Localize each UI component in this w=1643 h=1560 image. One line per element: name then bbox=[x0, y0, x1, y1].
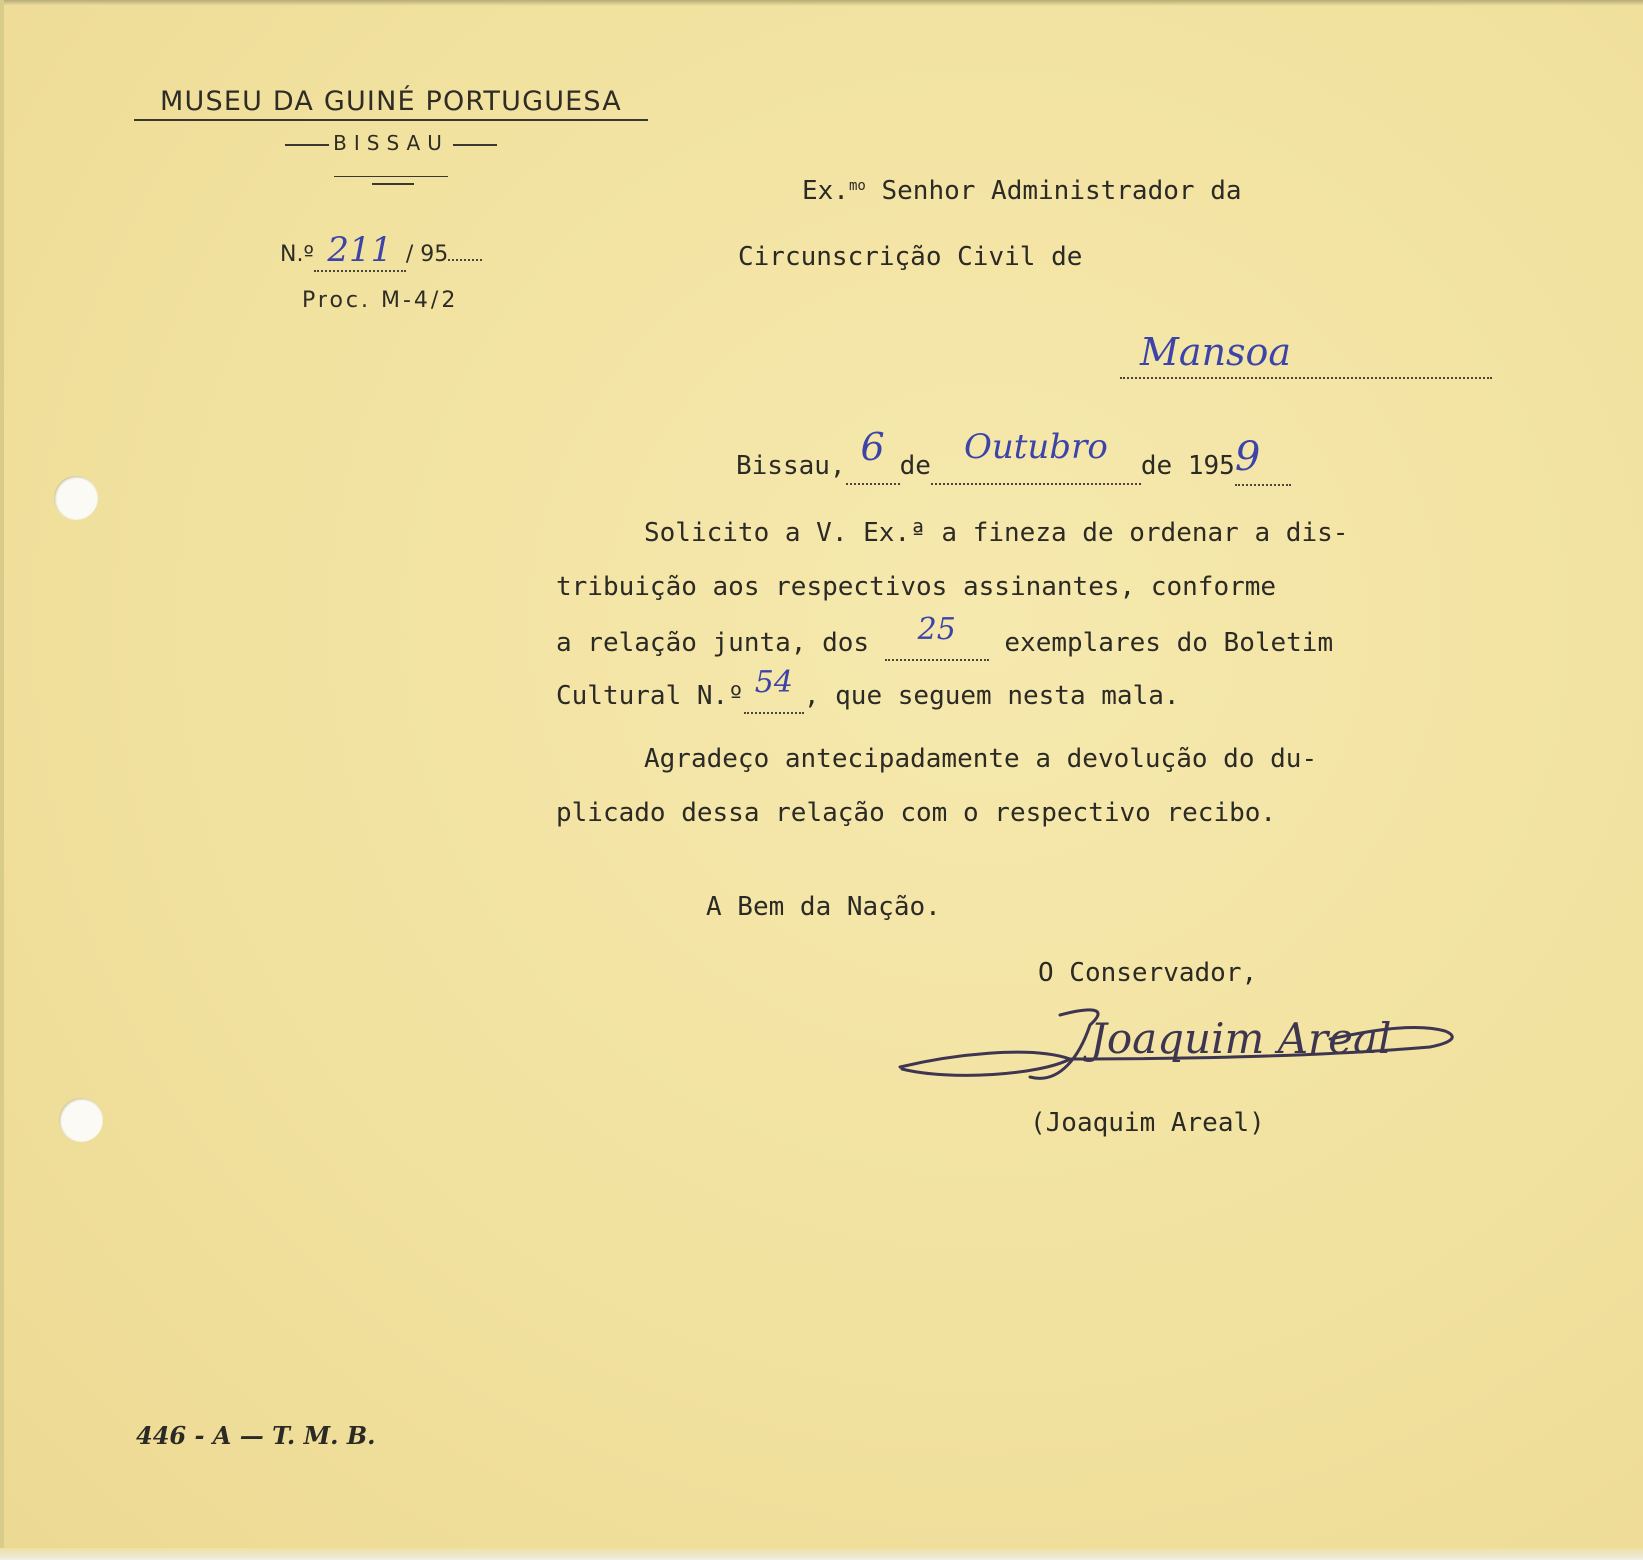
body-line: Agradeço antecipadamente a devolução do du- bbox=[644, 744, 1318, 774]
handwritten-number: 211 bbox=[327, 230, 393, 270]
number-year: / 95 bbox=[405, 242, 449, 267]
handwritten-copies: 25 bbox=[917, 612, 956, 647]
honorific-superscript: mo bbox=[848, 178, 866, 194]
recipient-place: Mansoa bbox=[1140, 330, 1292, 374]
handwritten-month: Outubro bbox=[963, 427, 1108, 467]
date-word-de: de bbox=[1140, 451, 1173, 481]
recipient-place-field bbox=[1120, 377, 1492, 379]
paper-edge-bottom bbox=[0, 1548, 1643, 1560]
body-text: exemplares do Boletim bbox=[988, 628, 1334, 658]
recipient-line-1 bbox=[802, 176, 1242, 206]
issue-field bbox=[744, 665, 804, 714]
year-field bbox=[448, 259, 482, 261]
signature-text: Joaquim Areal bbox=[1090, 1014, 1392, 1063]
recipient-honorific: Ex. bbox=[802, 176, 849, 206]
paper-edge-left bbox=[0, 0, 4, 1560]
signatory-name: (Joaquim Areal) bbox=[1030, 1108, 1265, 1138]
process-reference: Proc. M-4/2 bbox=[302, 288, 459, 313]
handwritten-issue: 54 bbox=[754, 665, 793, 700]
number-prefix: N.º bbox=[280, 242, 314, 267]
form-code: 446 - A — T. M. B. bbox=[136, 1421, 376, 1450]
number-field bbox=[314, 230, 406, 272]
institution-name: MUSEU DA GUINÉ PORTUGUESA bbox=[134, 86, 648, 121]
letterhead bbox=[134, 86, 648, 155]
body-text: Cultural N.º bbox=[556, 681, 744, 711]
year-digit-field bbox=[1234, 434, 1291, 486]
recipient-title: Senhor Administrador da bbox=[865, 176, 1242, 206]
body-text: , que seguem nesta mala. bbox=[803, 681, 1180, 711]
date-line bbox=[736, 425, 1291, 486]
signatory-title: O Conservador, bbox=[1038, 958, 1258, 988]
letterhead-rule bbox=[372, 183, 414, 185]
punch-hole-icon bbox=[59, 1098, 103, 1142]
paper-edge-top bbox=[0, 0, 1643, 6]
reference-number bbox=[280, 230, 482, 272]
body-line: plicado dessa relação com o respectivo recibo. bbox=[556, 798, 1277, 828]
month-field bbox=[931, 427, 1141, 485]
letterhead-city bbox=[134, 131, 648, 155]
city-name: BISSAU bbox=[333, 131, 449, 155]
letterhead-rule bbox=[334, 176, 448, 177]
copies-field bbox=[885, 612, 989, 661]
date-city: Bissau, bbox=[736, 451, 846, 481]
recipient-line-2: Circunscrição Civil de bbox=[738, 242, 1083, 272]
body-line bbox=[556, 665, 1180, 714]
body-line: Solicito a V. Ex.ª a fineza de ordenar a dis- bbox=[644, 518, 1349, 548]
dash-decoration bbox=[453, 144, 497, 146]
body-text: a relação junta, dos bbox=[556, 628, 885, 658]
date-word-de: de bbox=[899, 451, 931, 481]
handwritten-year-digit: 9 bbox=[1234, 434, 1261, 480]
day-field bbox=[846, 425, 900, 485]
dash-decoration bbox=[285, 144, 329, 146]
handwritten-day: 6 bbox=[860, 425, 885, 469]
date-year-printed: 195 bbox=[1187, 451, 1235, 481]
body-line bbox=[556, 612, 1334, 661]
body-line: tribuição aos respectivos assinantes, conforme bbox=[556, 572, 1277, 602]
salutation: A Bem da Nação. bbox=[706, 892, 941, 922]
punch-hole-icon bbox=[54, 476, 98, 520]
signature-icon bbox=[890, 995, 1490, 1125]
